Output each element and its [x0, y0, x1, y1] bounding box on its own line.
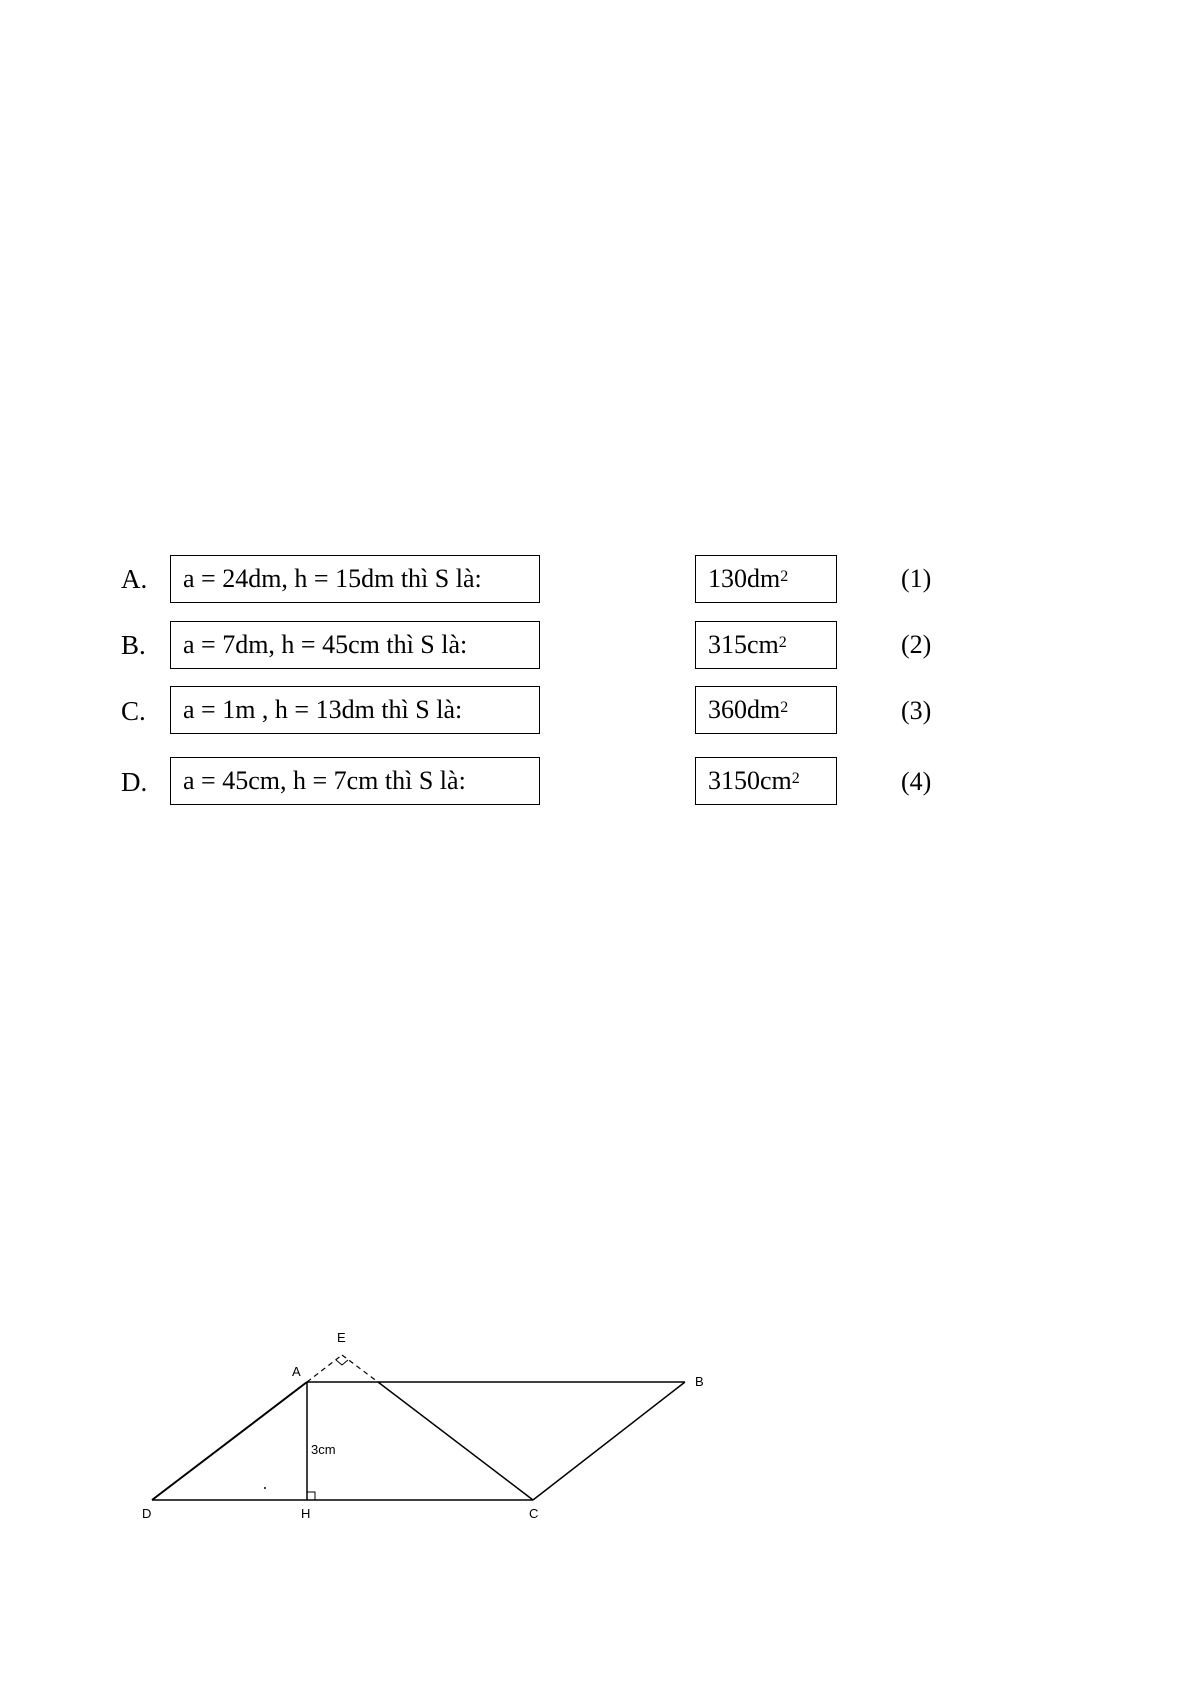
option-letter-b: B.: [121, 630, 146, 660]
dashed-ae: [307, 1355, 342, 1382]
dashed-ec: [342, 1355, 378, 1382]
answer-exponent-1: 2: [780, 568, 789, 585]
label-height-ah: 3cm: [311, 1442, 336, 1457]
label-point-d: D: [142, 1506, 152, 1520]
question-text-b: a = 7dm, h = 45cm thì S là:: [183, 630, 468, 659]
question-box-a: [170, 555, 540, 603]
side-ad: [152, 1382, 307, 1500]
answer-index-1: (1): [901, 564, 932, 593]
label-point-c: C: [529, 1506, 539, 1520]
answer-exponent-2: 2: [778, 634, 787, 651]
answer-value-2: 315cm: [708, 630, 779, 659]
answer-box-4: [695, 757, 837, 805]
label-point-e: E: [337, 1330, 346, 1345]
answer-exponent-3: 2: [780, 699, 789, 716]
right-angle-mark-h: [307, 1492, 315, 1500]
answer-index-3: (3): [901, 696, 932, 725]
segment-c-to-ab: [378, 1382, 533, 1500]
question-text-a: a = 24dm, h = 15dm thì S là:: [183, 564, 482, 593]
answer-value-4: 3150cm: [708, 766, 792, 795]
parallelogram-figure: [130, 1320, 730, 1520]
question-text-c: a = 1m , h = 13dm thì S là:: [183, 695, 463, 724]
label-point-h: H: [301, 1506, 311, 1520]
question-box-c: [170, 686, 540, 734]
option-letter-c: C.: [121, 696, 146, 726]
answer-exponent-4: 2: [791, 770, 800, 787]
question-text-d: a = 45cm, h = 7cm thì S là:: [183, 766, 466, 795]
answer-box-3: [695, 686, 837, 734]
answer-box-2: [695, 621, 837, 669]
option-letter-a: A.: [121, 564, 148, 594]
right-angle-mark-e: [336, 1360, 348, 1365]
label-point-b: B: [695, 1374, 704, 1389]
answer-index-2: (2): [901, 630, 932, 659]
answer-value-1: 130dm: [708, 564, 781, 593]
option-letter-d: D.: [121, 767, 148, 797]
answer-value-3: 360dm: [708, 695, 781, 724]
question-box-d: [170, 757, 540, 805]
question-box-b: [170, 621, 540, 669]
answer-index-4: (4): [901, 767, 932, 796]
side-bc: [533, 1382, 685, 1500]
label-point-a: A: [292, 1364, 301, 1379]
answer-box-1: [695, 555, 837, 603]
stray-dot: [264, 1487, 266, 1489]
